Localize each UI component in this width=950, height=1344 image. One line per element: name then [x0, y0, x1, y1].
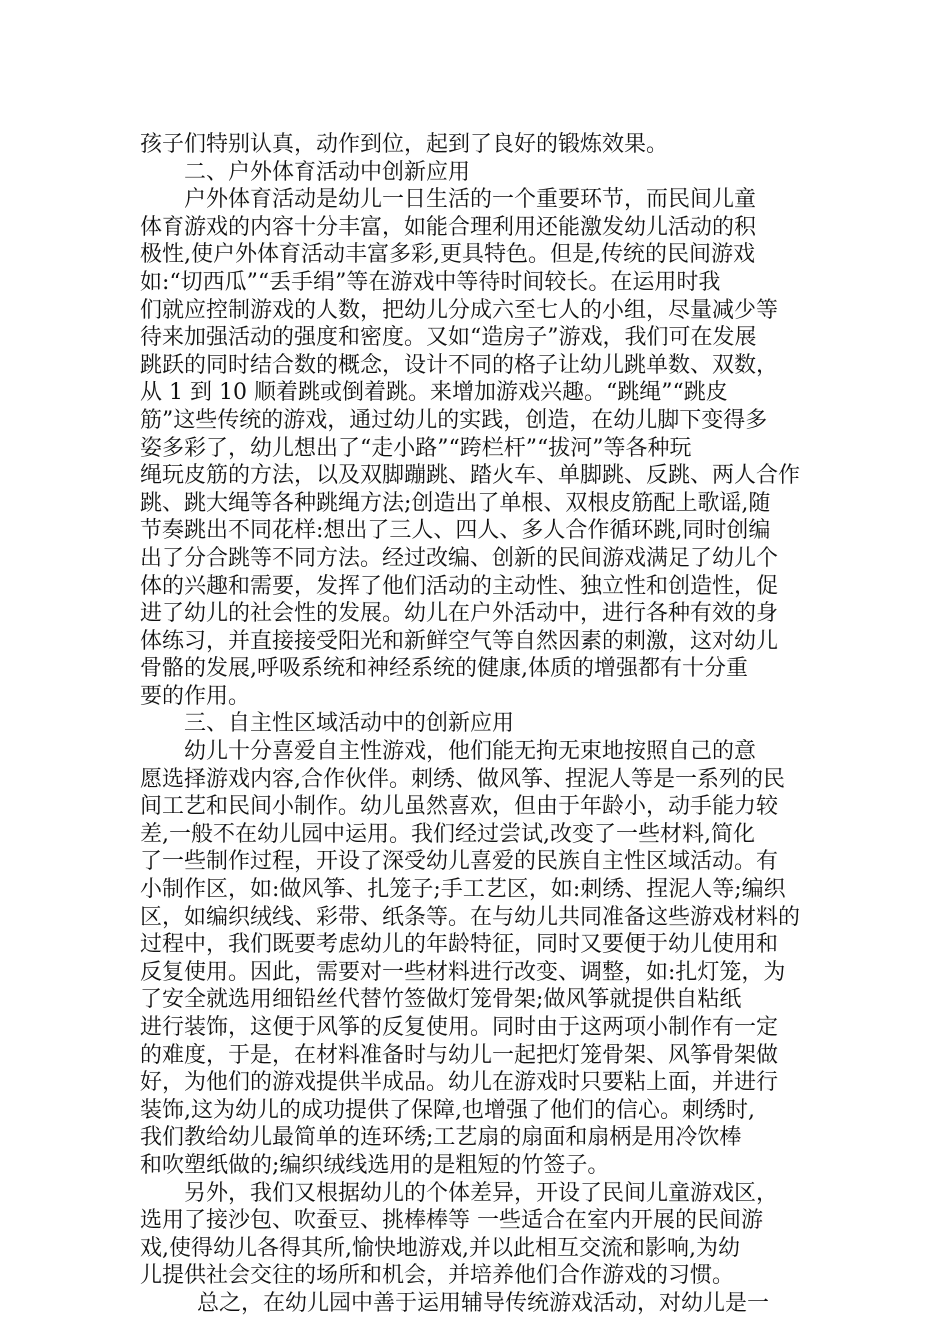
text-line: 节奏跳出不同花样:想出了三人、四人、多人合作循环跳,同时创编: [140, 518, 771, 544]
text-line: 孩子们特别认真，动作到位，起到了良好的锻炼效果。: [140, 132, 669, 157]
document-body: [140, 131, 812, 1318]
text-line: 进了幼儿的社会性的发展。幼儿在户外活动中，进行各种有效的身: [140, 601, 779, 627]
text-line: 们就应控制游戏的人数，把幼儿分成六至七人的小组，尽量减少等: [140, 297, 779, 323]
text-line: 出了分合跳等不同方法。经过改编、创新的民间游戏满足了幼儿个: [140, 545, 779, 571]
text-line: 待来加强活动的强度和密度。又如“造房子”游戏，我们可在发展: [140, 325, 757, 351]
text-line: 跳跃的同时结合数的概念，设计不同的格子让幼儿跳单数、双数，: [140, 352, 779, 378]
text-line: 选用了接沙包、吹蚕豆、挑棒棒等 一些适合在室内开展的民间游: [140, 1208, 763, 1234]
text-line: 区，如编织绒线、彩带、纸条等。在与幼儿共同准备这些游戏材料的: [140, 904, 801, 930]
text-line: 戏,使得幼儿各得其所,愉快地游戏,并以此相互交流和影响,为幼: [140, 1235, 740, 1261]
text-line: 体练习，并直接接受阳光和新鲜空气等自然因素的刺激，这对幼儿: [140, 628, 779, 654]
text-line: 三、自主性区域活动中的创新应用: [184, 711, 515, 737]
text-line: 装饰,这为幼儿的成功提供了保障,也增强了他们的信心。刺绣时,: [140, 1097, 755, 1123]
text-line: 间工艺和民间小制作。幼儿虽然喜欢，但由于年龄小，动手能力较: [140, 794, 779, 820]
text-line: 要的作用。: [140, 683, 251, 709]
text-line: 小制作区，如:做风筝、扎笼子;手工艺区，如:刺绣、捏泥人等;编织: [140, 877, 786, 903]
text-line: 跳、跳大绳等各种跳绳方法;创造出了单根、双根皮筋配上歌谣,随: [140, 490, 771, 516]
text-line: 我们教给幼儿最简单的连环绣;工艺扇的扇面和扇柄是用冷饮棒: [140, 1125, 742, 1151]
text-line: 幼儿十分喜爱自主性游戏，他们能无拘无束地按照自己的意: [184, 739, 757, 765]
text-line: 总之，在幼儿园中善于运用辅导传统游戏活动，对幼儿是一: [197, 1290, 770, 1316]
text-line: 好，为他们的游戏提供半成品。幼儿在游戏时只要粘上面，并进行: [140, 1070, 779, 1096]
text-line: 差,一般不在幼儿园中运用。我们经过尝试,改变了一些材料,简化: [140, 821, 755, 847]
text-line: 儿提供社会交往的场所和机会，并培养他们合作游戏的习惯。: [140, 1263, 735, 1289]
text-line: 体的兴趣和需要，发挥了他们活动的主动性、独立性和创造性，促: [140, 573, 779, 599]
text-line: 户外体育活动是幼儿一日生活的一个重要环节，而民间儿童: [184, 187, 757, 213]
text-line: 另外，我们又根据幼儿的个体差异，开设了民间儿童游戏区，: [184, 1180, 779, 1206]
text-line: 从 1 到 10 顺着跳或倒着跳。来增加游戏兴趣。“跳绳”“跳皮: [140, 380, 728, 406]
text-line: 绳玩皮筋的方法，以及双脚蹦跳、踏火车、单脚跳、反跳、两人合作: [140, 463, 801, 489]
text-line: 过程中，我们既要考虑幼儿的年龄特征，同时又要便于幼儿使用和: [140, 932, 779, 958]
text-line: 二、户外体育活动中创新应用: [184, 159, 471, 185]
text-line: 姿多彩了，幼儿想出了“走小路”“跨栏杆”“拔河”等各种玩: [140, 435, 692, 461]
text-line: 进行装饰，这便于风筝的反复使用。同时由于这两项小制作有一定: [140, 1015, 779, 1040]
text-line: 极性,使户外体育活动丰富多彩,更具特色。但是,传统的民间游戏: [140, 242, 755, 268]
text-line: 骨骼的发展,呼吸系统和神经系统的健康,体质的增强都有十分重: [140, 656, 748, 682]
text-line: 的难度，于是，在材料准备时与幼儿一起把灯笼骨架、风筝骨架做: [140, 1042, 779, 1068]
text-line: 和吹塑纸做的;编织绒线选用的是粗短的竹签子。: [140, 1152, 610, 1178]
text-line: 体育游戏的内容十分丰富，如能合理利用还能激发幼儿活动的积: [140, 214, 757, 240]
text-line: 愿选择游戏内容,合作伙伴。刺绣、做风筝、捏泥人等是一系列的民: [140, 766, 785, 792]
text-line: 了一些制作过程，开设了深受幼儿喜爱的民族自主性区域活动。有: [140, 849, 779, 875]
text-line: 如:“切西瓜”“丢手绢”等在游戏中等待时间较长。在运用时我: [140, 269, 721, 295]
text-line: 筋”这些传统的游戏，通过幼儿的实践，创造，在幼儿脚下变得多: [140, 407, 768, 433]
text-line: 反复使用。因此，需要对一些材料进行改变、调整，如:扎灯笼，为: [140, 959, 786, 985]
text-line: 了安全就选用细铅丝代替竹签做灯笼骨架;做风筝就提供自粘纸: [140, 987, 742, 1013]
